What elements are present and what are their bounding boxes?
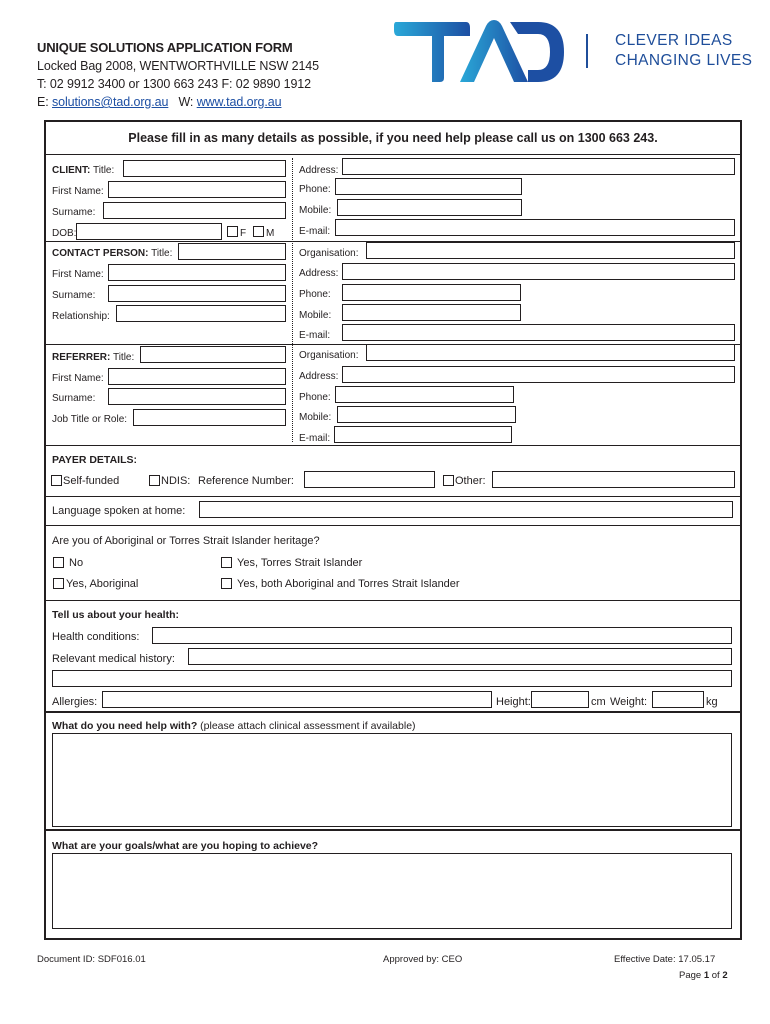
client-first-name-field[interactable]	[108, 181, 286, 198]
client-mobile-field[interactable]	[337, 199, 522, 216]
client-first-name-label: First Name:	[52, 186, 104, 197]
tagline-line-1: CLEVER IDEAS	[615, 32, 733, 49]
contact-organisation-field[interactable]	[366, 242, 735, 259]
contact-relationship-field[interactable]	[116, 305, 286, 322]
divider	[45, 525, 741, 526]
web-link[interactable]: www.tad.org.au	[196, 95, 282, 109]
client-email-label: E-mail:	[299, 226, 331, 237]
client-address-field[interactable]	[342, 158, 735, 175]
contact-email-label: E-mail:	[299, 330, 331, 341]
language-label: Language spoken at home:	[52, 505, 186, 517]
referrer-first-name-field[interactable]	[108, 368, 286, 385]
health-heading: Tell us about your health:	[52, 609, 179, 621]
contact-first-name-field[interactable]	[108, 264, 286, 281]
other-payer-checkbox[interactable]	[443, 475, 454, 486]
tad-logo	[390, 14, 770, 86]
contact-phone-field[interactable]	[342, 284, 521, 301]
referrer-job-label: Job Title or Role:	[52, 414, 128, 425]
weight-field[interactable]	[652, 691, 704, 708]
heritage-question: Are you of Aboriginal or Torres Strait Islander heritage?	[52, 535, 320, 547]
referrer-email-label: E-mail:	[299, 433, 331, 444]
page-number: Page 1 of 2	[679, 970, 728, 981]
allergies-field[interactable]	[102, 691, 492, 708]
contact-links	[37, 95, 281, 109]
referrer-address-label: Address:	[299, 371, 339, 382]
client-title-label: CLIENT: Title:	[52, 165, 115, 176]
client-phone-field[interactable]	[335, 178, 522, 195]
goals-textarea[interactable]	[52, 853, 732, 929]
referrer-organisation-label: Organisation:	[299, 350, 359, 361]
self-funded-label: Self-funded	[63, 475, 120, 487]
effective-date: Effective Date: 17.05.17	[614, 954, 716, 965]
contact-relationship-label: Relationship:	[52, 311, 110, 322]
contact-email-field[interactable]	[342, 324, 735, 341]
referrer-title-field[interactable]	[140, 346, 286, 363]
client-surname-field[interactable]	[103, 202, 286, 219]
heritage-aboriginal-checkbox[interactable]	[53, 578, 64, 589]
divider	[45, 711, 741, 713]
reference-number-label: Reference Number:	[198, 475, 294, 487]
heritage-torres-label: Yes, Torres Strait Islander	[237, 557, 363, 569]
payer-heading: PAYER DETAILS:	[52, 454, 137, 466]
contact-title-label: CONTACT PERSON: Title:	[52, 248, 173, 259]
referrer-address-field[interactable]	[342, 366, 735, 383]
goals-question: What are your goals/what are you hoping to achieve?	[52, 840, 319, 852]
tagline-line-2: CHANGING LIVES	[615, 52, 753, 69]
referrer-job-field[interactable]	[133, 409, 286, 426]
reference-number-field[interactable]	[304, 471, 435, 488]
approved-by: Approved by: CEO	[383, 954, 463, 965]
client-dob-label: DOB:	[52, 228, 77, 239]
referrer-mobile-label: Mobile:	[299, 412, 332, 423]
divider	[45, 154, 741, 155]
ndis-checkbox[interactable]	[149, 475, 160, 486]
client-surname-label: Surname:	[52, 207, 96, 218]
form-title: UNIQUE SOLUTIONS APPLICATION FORM	[37, 40, 293, 55]
help-question: What do you need help with? (please attach clinical assessment if available)	[52, 720, 416, 732]
client-email-field[interactable]	[335, 219, 735, 236]
help-textarea[interactable]	[52, 733, 732, 827]
heritage-torres-checkbox[interactable]	[221, 557, 232, 568]
phone-numbers: T: 02 9912 3400 or 1300 663 243 F: 02 9890 1912	[37, 77, 312, 91]
medical-history-field-line-2[interactable]	[52, 670, 732, 687]
email-prefix: E:	[37, 95, 49, 109]
contact-address-field[interactable]	[342, 263, 735, 280]
height-unit: cm	[591, 696, 606, 708]
divider	[45, 600, 741, 601]
other-payer-label: Other:	[455, 475, 486, 487]
referrer-email-field[interactable]	[334, 426, 512, 443]
divider	[45, 829, 741, 831]
postal-address: Locked Bag 2008, WENTWORTHVILLE NSW 2145	[37, 59, 319, 73]
medical-history-label: Relevant medical history:	[52, 653, 175, 665]
client-sex-m-label: M	[266, 228, 275, 239]
divider	[45, 445, 741, 446]
contact-phone-label: Phone:	[299, 289, 331, 300]
client-mobile-label: Mobile:	[299, 205, 332, 216]
contact-organisation-label: Organisation:	[299, 248, 359, 259]
referrer-surname-label: Surname:	[52, 393, 96, 404]
medical-history-field[interactable]	[188, 648, 732, 665]
client-sex-f-label: F	[240, 228, 247, 239]
ndis-label: NDIS:	[161, 475, 191, 487]
client-sex-f-checkbox[interactable]	[227, 226, 238, 237]
heritage-both-checkbox[interactable]	[221, 578, 232, 589]
heritage-no-label: No	[69, 557, 84, 569]
column-divider	[292, 158, 293, 442]
client-dob-field[interactable]	[76, 223, 222, 240]
language-field[interactable]	[199, 501, 733, 518]
referrer-title-label: REFERRER: Title:	[52, 352, 135, 363]
referrer-first-name-label: First Name:	[52, 373, 104, 384]
web-prefix: W:	[178, 95, 194, 109]
weight-unit: kg	[706, 696, 718, 708]
referrer-organisation-field[interactable]	[366, 344, 735, 361]
document-id: Document ID: SDF016.01	[37, 954, 146, 965]
contact-surname-field[interactable]	[108, 285, 286, 302]
client-phone-label: Phone:	[299, 184, 331, 195]
email-link[interactable]: solutions@tad.org.au	[52, 95, 169, 109]
heritage-no-checkbox[interactable]	[53, 557, 64, 568]
referrer-phone-label: Phone:	[299, 392, 331, 403]
client-sex-m-checkbox[interactable]	[253, 226, 264, 237]
referrer-mobile-field[interactable]	[337, 406, 516, 423]
self-funded-checkbox[interactable]	[51, 475, 62, 486]
divider	[45, 496, 741, 497]
contact-title-field[interactable]	[178, 243, 286, 260]
contact-first-name-label: First Name:	[52, 269, 104, 280]
heritage-both-label: Yes, both Aboriginal and Torres Strait Islander	[237, 578, 460, 590]
referrer-phone-field[interactable]	[335, 386, 514, 403]
client-address-label: Address:	[299, 165, 339, 176]
weight-label: Weight:	[610, 696, 648, 708]
height-field[interactable]	[531, 691, 589, 708]
client-title-field[interactable]	[123, 160, 286, 177]
health-conditions-label: Health conditions:	[52, 631, 140, 643]
other-payer-field[interactable]	[492, 471, 735, 488]
height-label: Height:	[496, 696, 531, 708]
contact-surname-label: Surname:	[52, 290, 96, 301]
health-conditions-field[interactable]	[152, 627, 732, 644]
contact-mobile-label: Mobile:	[299, 310, 332, 321]
referrer-surname-field[interactable]	[108, 388, 286, 405]
intro-text: Please fill in as many details as possible, if you need help please call us on 1300 663 243.	[128, 131, 658, 145]
contact-address-label: Address:	[299, 268, 339, 279]
contact-mobile-field[interactable]	[342, 304, 521, 321]
heritage-aboriginal-label: Yes, Aboriginal	[66, 578, 139, 590]
allergies-label: Allergies:	[52, 696, 98, 708]
